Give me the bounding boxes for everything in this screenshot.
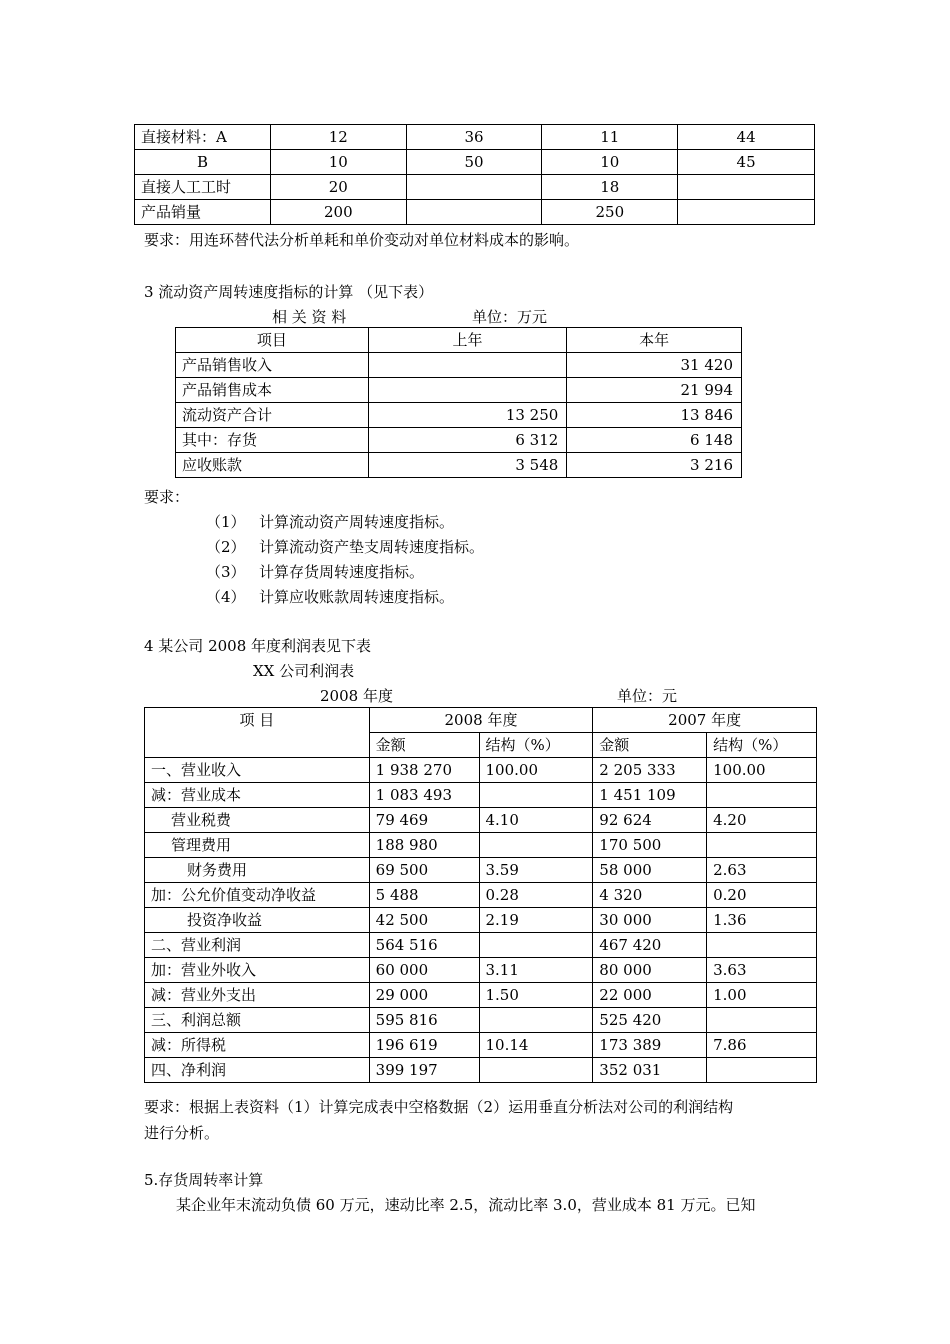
- requirement-number: （4）: [206, 588, 246, 606]
- table-row: [145, 833, 817, 858]
- table-cell: 58 000: [593, 858, 707, 883]
- table-row: [135, 175, 815, 200]
- row-label: 二、营业利润: [145, 933, 370, 958]
- table-cell: 10: [270, 150, 406, 175]
- table-cell: 173 389: [593, 1033, 707, 1058]
- table-cell: [707, 933, 817, 958]
- section-heading: 4 某公司 2008 年度利润表见下表: [144, 637, 372, 655]
- row-label: 直接材料：A: [135, 125, 271, 150]
- table-cell: 45: [678, 150, 815, 175]
- table-cell: 50: [406, 150, 542, 175]
- table-cell: 79 469: [369, 808, 479, 833]
- table-cell: 7.86: [707, 1033, 817, 1058]
- table-cell: 100.00: [479, 758, 593, 783]
- statement-year: 2008 年度: [320, 687, 393, 705]
- requirement-item: 计算存货周转速度指标。: [259, 563, 425, 581]
- row-label: 一、营业收入: [145, 758, 370, 783]
- table-cell: 3 548: [368, 453, 567, 478]
- table-cell: 4.10: [479, 808, 593, 833]
- row-label: 减：所得税: [145, 1033, 370, 1058]
- requirement-text: 要求：用连环替代法分析单耗和单价变动对单位材料成本的影响。: [144, 231, 580, 249]
- table-cell: 30 000: [593, 908, 707, 933]
- table-cell: [707, 833, 817, 858]
- table-row: [145, 783, 817, 808]
- column-header: 项 目: [145, 708, 370, 758]
- table-row: [145, 908, 817, 933]
- table-cell: 595 816: [369, 1008, 479, 1033]
- table-row: [176, 428, 742, 453]
- income-statement-table: [144, 707, 817, 1083]
- table-cell: 564 516: [369, 933, 479, 958]
- table-cell: 13 846: [567, 403, 742, 428]
- table-row: [176, 353, 742, 378]
- table-cell: [678, 175, 815, 200]
- table-cell: 3 216: [567, 453, 742, 478]
- table-cell: 60 000: [369, 958, 479, 983]
- table-row: [145, 958, 817, 983]
- table-row: [135, 200, 815, 225]
- column-header: 本年: [567, 328, 742, 353]
- row-label: 产品销量: [135, 200, 271, 225]
- table-subtitle: 相 关 资 料: [272, 308, 347, 326]
- table-cell: [479, 833, 593, 858]
- table-cell: 29 000: [369, 983, 479, 1008]
- table-cell: 1.00: [707, 983, 817, 1008]
- table-cell: 2.63: [707, 858, 817, 883]
- table-cell: 352 031: [593, 1058, 707, 1083]
- column-header: 金额: [593, 733, 707, 758]
- table-cell: 69 500: [369, 858, 479, 883]
- table-row: [145, 933, 817, 958]
- table-cell: 100.00: [707, 758, 817, 783]
- table-row: [145, 1058, 817, 1083]
- row-label: 减：营业外支出: [145, 983, 370, 1008]
- requirement-item: 计算流动资产垫支周转速度指标。: [259, 538, 485, 556]
- table-cell: [707, 1058, 817, 1083]
- table-cell: 92 624: [593, 808, 707, 833]
- column-header: 项目: [176, 328, 369, 353]
- row-label: 应收账款: [176, 453, 369, 478]
- table-cell: 525 420: [593, 1008, 707, 1033]
- table-cell: 2 205 333: [593, 758, 707, 783]
- table-cell: 1 083 493: [369, 783, 479, 808]
- table-cell: 80 000: [593, 958, 707, 983]
- table-row: [145, 1008, 817, 1033]
- table-cell: 20: [270, 175, 406, 200]
- table-cell: 3.59: [479, 858, 593, 883]
- table-cell: [479, 1058, 593, 1083]
- table-cell: 6 148: [567, 428, 742, 453]
- table-cell: 4.20: [707, 808, 817, 833]
- row-label: 四、净利润: [145, 1058, 370, 1083]
- requirement-number: （2）: [206, 538, 246, 556]
- table-row: [176, 453, 742, 478]
- table-cell: [368, 378, 567, 403]
- table-cell: 42 500: [369, 908, 479, 933]
- table-cell: 18: [542, 175, 678, 200]
- table-row: [145, 808, 817, 833]
- requirement-item: 计算应收账款周转速度指标。: [259, 588, 455, 606]
- table-cell: 21 994: [567, 378, 742, 403]
- table-cell: 0.28: [479, 883, 593, 908]
- table-header-row: [145, 708, 817, 733]
- table-cell: 10: [542, 150, 678, 175]
- column-header: 上年: [368, 328, 567, 353]
- table-row: [135, 150, 815, 175]
- table-cell: [368, 353, 567, 378]
- section-heading: 5.存货周转率计算: [144, 1171, 264, 1189]
- row-label: B: [135, 150, 271, 175]
- table-cell: 31 420: [567, 353, 742, 378]
- paragraph-text: 某企业年末流动负债 60 万元，速动比率 2.5，流动比率 3.0，营业成本 81 万元。已知: [176, 1196, 756, 1214]
- requirement-text: 进行分析。: [144, 1124, 220, 1142]
- material-table: [134, 124, 815, 225]
- column-header: 结构（%）: [479, 733, 593, 758]
- table-cell: 44: [678, 125, 815, 150]
- table-cell: 10.14: [479, 1033, 593, 1058]
- row-label: 产品销售收入: [176, 353, 369, 378]
- table-cell: 200: [270, 200, 406, 225]
- table-cell: 36: [406, 125, 542, 150]
- requirement-item: 计算流动资产周转速度指标。: [259, 513, 455, 531]
- table-cell: 0.20: [707, 883, 817, 908]
- table-cell: [479, 933, 593, 958]
- table-cell: 196 619: [369, 1033, 479, 1058]
- table-row: [135, 125, 815, 150]
- table-cell: [406, 200, 542, 225]
- statement-title: XX 公司利润表: [253, 662, 355, 680]
- row-label: 加：营业外收入: [145, 958, 370, 983]
- row-label: 管理费用: [145, 833, 370, 858]
- table-cell: 11: [542, 125, 678, 150]
- table-cell: 170 500: [593, 833, 707, 858]
- section-heading: 3 流动资产周转速度指标的计算 （见下表）: [144, 283, 434, 301]
- column-header: 金额: [369, 733, 479, 758]
- table-cell: 3.11: [479, 958, 593, 983]
- unit-label: 单位：万元: [472, 308, 548, 326]
- table-row: [176, 378, 742, 403]
- table-cell: [707, 783, 817, 808]
- table-cell: 467 420: [593, 933, 707, 958]
- table-cell: 1 938 270: [369, 758, 479, 783]
- row-label: 减：营业成本: [145, 783, 370, 808]
- table-cell: [479, 1008, 593, 1033]
- table-cell: 22 000: [593, 983, 707, 1008]
- table-cell: 2.19: [479, 908, 593, 933]
- table-header-row: [176, 328, 742, 353]
- row-label: 营业税费: [145, 808, 370, 833]
- table-row: [145, 1033, 817, 1058]
- table-row: [145, 883, 817, 908]
- table-cell: 399 197: [369, 1058, 479, 1083]
- column-header: 2007 年度: [593, 708, 817, 733]
- row-label: 流动资产合计: [176, 403, 369, 428]
- table-row: [145, 758, 817, 783]
- requirement-number: （3）: [206, 563, 246, 581]
- row-label: 直接人工工时: [135, 175, 271, 200]
- table-cell: 188 980: [369, 833, 479, 858]
- requirement-label: 要求：: [144, 488, 190, 506]
- table-cell: 12: [270, 125, 406, 150]
- requirement-number: （1）: [206, 513, 246, 531]
- row-label: 产品销售成本: [176, 378, 369, 403]
- table-row: [176, 403, 742, 428]
- row-label: 财务费用: [145, 858, 370, 883]
- row-label: 投资净收益: [145, 908, 370, 933]
- table-cell: 1 451 109: [593, 783, 707, 808]
- table-cell: [479, 783, 593, 808]
- table-cell: 3.63: [707, 958, 817, 983]
- table-cell: [678, 200, 815, 225]
- row-label: 加：公允价值变动净收益: [145, 883, 370, 908]
- column-header: 结构（%）: [707, 733, 817, 758]
- table-cell: 4 320: [593, 883, 707, 908]
- table-cell: [707, 1008, 817, 1033]
- table-row: [145, 983, 817, 1008]
- table-cell: 1.36: [707, 908, 817, 933]
- table-row: [145, 858, 817, 883]
- table-cell: 13 250: [368, 403, 567, 428]
- table-cell: 6 312: [368, 428, 567, 453]
- table-cell: [406, 175, 542, 200]
- current-assets-table: [175, 327, 742, 478]
- requirement-text: 要求：根据上表资料（1）计算完成表中空格数据（2）运用垂直分析法对公司的利润结构: [144, 1098, 734, 1116]
- column-header: 2008 年度: [369, 708, 593, 733]
- row-label: 三、利润总额: [145, 1008, 370, 1033]
- table-cell: 5 488: [369, 883, 479, 908]
- row-label: 其中：存货: [176, 428, 369, 453]
- table-cell: 250: [542, 200, 678, 225]
- unit-label: 单位：元: [617, 687, 678, 705]
- table-cell: 1.50: [479, 983, 593, 1008]
